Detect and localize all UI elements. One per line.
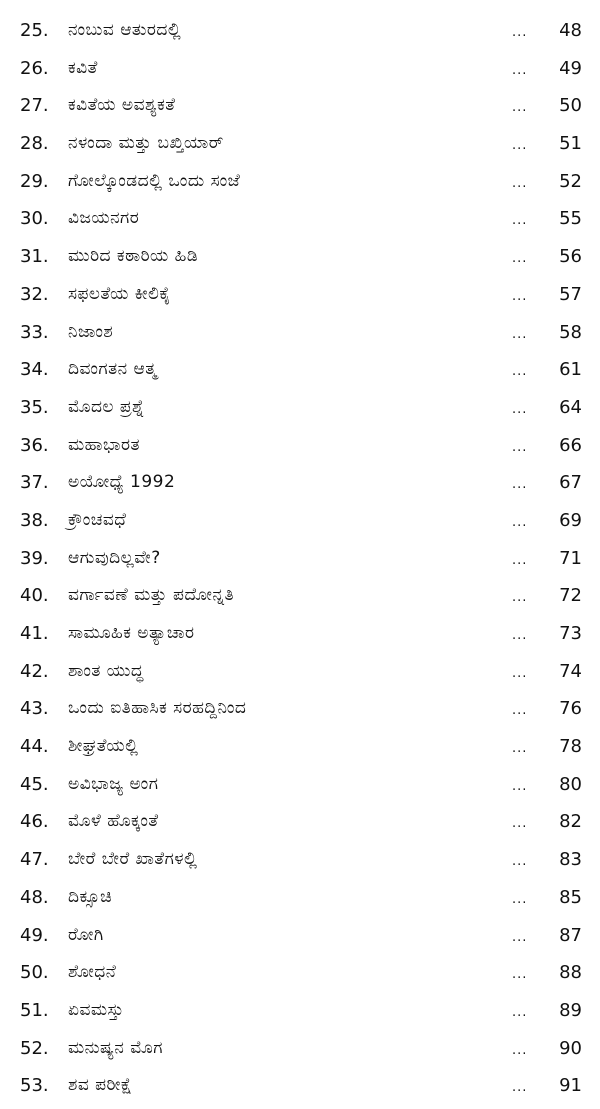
toc-entry-number: 32. (20, 283, 49, 305)
toc-entry-number: 28. (20, 133, 49, 155)
toc-entry (0, 1067, 600, 1105)
toc-entry-leader: ... (512, 326, 528, 342)
toc-entry-leader: ... (512, 929, 528, 945)
toc-entry-number: 33. (20, 321, 49, 343)
toc-entry-number: 43. (20, 698, 49, 720)
toc-entry-number: 45. (20, 773, 49, 795)
toc-entry-leader: ... (512, 213, 528, 229)
toc-entry-title: ಏವಮಸ್ತು (68, 999, 124, 1020)
toc-entry-number: 51. (20, 999, 49, 1021)
toc-entry-title: ವಿಜಯನಗರ (68, 208, 140, 229)
toc-entry (0, 917, 600, 955)
toc-entry-number: 34. (20, 359, 49, 381)
toc-entry-leader: ... (512, 251, 528, 267)
toc-entry-title: ನಳಂದಾ ಮತ್ತು ಬಖ್ತಿಯಾರ್ (68, 133, 224, 154)
toc-entry (0, 351, 600, 389)
toc-entry-page: 73 (559, 623, 582, 644)
toc-entry-page: 69 (559, 509, 582, 531)
toc-entry-leader: ... (512, 816, 528, 832)
toc-entry-leader: ... (512, 703, 528, 719)
toc-entry-title: ಮೊದಲ ಪ್ರಶ್ನೆ (68, 396, 145, 417)
toc-entry-leader: ... (512, 854, 528, 870)
toc-entry (0, 766, 600, 804)
toc-entry-page: 87 (559, 924, 582, 946)
toc-entry-leader: ... (512, 590, 528, 606)
toc-entry-leader: ... (512, 1004, 528, 1020)
toc-entry-title: ಕವಿತೆಯ ಅವಶ್ಯಕತೆ (68, 95, 176, 116)
toc-entry-page: 90 (559, 1037, 582, 1059)
toc-entry-page: 74 (559, 660, 582, 682)
toc-entry-title: ವರ್ಗಾವಣೆ ಮತ್ತು ಪದೋನ್ನತಿ (68, 585, 235, 606)
toc-entry-page: 50 (559, 95, 582, 117)
toc-entry (0, 163, 600, 201)
toc-entry (0, 653, 600, 691)
toc-entry-leader: ... (512, 477, 528, 493)
toc-entry-page: 91 (559, 1075, 582, 1097)
toc-entry-page: 83 (559, 849, 582, 871)
toc-entry (0, 728, 600, 766)
toc-entry-page: 82 (559, 811, 582, 833)
toc-entry-number: 40. (20, 585, 49, 607)
toc-entry-title: ಮಹಾಭಾರತ (68, 434, 141, 455)
toc-entry-page: 56 (559, 246, 582, 268)
toc-entry-title: ಶೋಧನೆ (68, 962, 117, 983)
toc-entry-page: 88 (559, 962, 582, 984)
toc-entry-page: 72 (559, 585, 582, 607)
toc-entry-leader: ... (512, 25, 528, 40)
toc-entry-title: ಅಯೋಧ್ಯೆ 1992 (68, 472, 176, 493)
toc-entry-title: ಶವ ಪರೀಕ್ಷೆ (68, 1075, 133, 1096)
toc-entry (0, 803, 600, 841)
toc-entry-number: 25. (20, 20, 49, 41)
toc-entry-number: 46. (20, 811, 49, 833)
toc-entry-leader: ... (512, 967, 528, 983)
toc-entry-number: 35. (20, 396, 49, 418)
toc-entry-title: ದಿವಂಗತನ ಆತ್ಮ (68, 359, 158, 380)
toc-entry-number: 47. (20, 849, 49, 871)
toc-entry-leader: ... (512, 401, 528, 417)
toc-entry-page: 76 (559, 698, 582, 720)
toc-entry-title: ಸಫಲತೆಯ ಕೀಲಿಕೈ (68, 283, 172, 304)
toc-entry (0, 540, 600, 578)
toc-entry-number: 30. (20, 208, 49, 230)
toc-entry-number: 39. (20, 547, 49, 569)
toc-entry (0, 841, 600, 879)
toc-entry (0, 276, 600, 314)
toc-entry-leader: ... (512, 364, 528, 380)
toc-entry-number: 37. (20, 472, 49, 494)
toc-entry-title: ಗೋಲ್ಕೊಂಡದಲ್ಲಿ ಒಂದು ಸಂಜೆ (68, 170, 241, 191)
toc-entry-page: 51 (559, 133, 582, 155)
toc-entry-page: 80 (559, 773, 582, 795)
toc-entry-number: 41. (20, 623, 49, 644)
toc-entry-page: 64 (559, 396, 582, 418)
toc-entry (0, 1030, 600, 1068)
toc-entry (0, 879, 600, 917)
toc-entry-number: 50. (20, 962, 49, 984)
toc-entry (0, 389, 600, 427)
toc-entry-leader: ... (512, 741, 528, 757)
toc-entry-page: 55 (559, 208, 582, 230)
toc-entry-leader: ... (512, 138, 528, 154)
toc-entry-page: 58 (559, 321, 582, 343)
toc-entry-title: ಮೊಳೆ ಹೊಕ್ಕಂತೆ (68, 811, 159, 832)
toc-entry-page: 85 (559, 886, 582, 908)
toc-entry (0, 502, 600, 540)
toc-entry-number: 53. (20, 1075, 49, 1097)
toc-entry (0, 125, 600, 163)
toc-entry-leader: ... (512, 891, 528, 907)
toc-entry-title: ದಿಕ್ಸೂಚಿ (68, 886, 113, 907)
toc-entry (0, 615, 600, 653)
toc-entry-leader: ... (512, 552, 528, 568)
toc-entry-page: 49 (559, 57, 582, 79)
toc-entry-number: 29. (20, 170, 49, 192)
toc-entry-leader: ... (512, 514, 528, 530)
toc-entry-title: ಅವಿಭಾಜ್ಯ ಅಂಗ (68, 773, 159, 794)
toc-entry (0, 50, 600, 88)
toc-entry-title: ಮನುಷ್ಯನ ಮೊಗ (68, 1037, 163, 1058)
toc-entry-leader: ... (512, 778, 528, 794)
toc-entry-number: 42. (20, 660, 49, 682)
toc-entry (0, 238, 600, 276)
toc-entry-title: ಬೇರೆ ಬೇರೆ ಖಾತೆಗಳಲ್ಲಿ (68, 849, 198, 870)
toc-entry-leader: ... (512, 100, 528, 116)
toc-entry-number: 48. (20, 886, 49, 908)
toc-entry-page: 66 (559, 434, 582, 456)
toc-entry (0, 954, 600, 992)
toc-entry-number: 27. (20, 95, 49, 117)
toc-entry-leader: ... (512, 1042, 528, 1058)
toc-entry-number: 49. (20, 924, 49, 946)
toc-entry-number: 26. (20, 57, 49, 79)
toc-entry-title: ಶೀಘ್ರತೆಯಲ್ಲಿ (68, 736, 139, 757)
toc-entry-title: ನಿಜಾಂಶ (68, 321, 114, 342)
toc-entry-page: 67 (559, 472, 582, 494)
toc-entry (0, 87, 600, 125)
toc-entry-title: ಮುರಿದ ಕಠಾರಿಯ ಹಿಡಿ (68, 246, 199, 267)
toc-entry-leader: ... (512, 1080, 528, 1096)
toc-entry (0, 427, 600, 465)
toc-entry-page: 78 (559, 736, 582, 758)
toc-entry-page: 61 (559, 359, 582, 381)
toc-entry-title: ಸಾಮೂಹಿಕ ಅತ್ಯಾಚಾರ (68, 623, 195, 643)
toc-entry-leader: ... (512, 439, 528, 455)
toc-entry-title: ಕ್ರೌಂಚವಧೆ (68, 509, 127, 530)
toc-entry (0, 690, 600, 728)
toc-entry-leader: ... (512, 175, 528, 191)
toc-entry-page: 48 (559, 20, 582, 41)
toc-entry-leader: ... (512, 665, 528, 681)
toc-entry-title: ಆಗುವುದಿಲ್ಲವೇ? (68, 547, 161, 568)
toc-entry-leader: ... (512, 62, 528, 78)
toc-entry (0, 464, 600, 502)
toc-entry-page: 71 (559, 547, 582, 569)
toc-entry-title: ಒಂದು ಐತಿಹಾಸಿಕ ಸರಹದ್ದಿನಿಂದ (68, 698, 247, 719)
toc-entry-title: ಕವಿತೆ (68, 57, 98, 78)
toc-entry-number: 44. (20, 736, 49, 758)
toc-entry-number: 31. (20, 246, 49, 268)
toc-entry (0, 992, 600, 1030)
toc-entry-title: ಶಾಂತ ಯುದ್ಧ (68, 660, 144, 681)
toc-entry-page: 89 (559, 999, 582, 1021)
toc-entry (0, 200, 600, 238)
toc-entry-title: ರೋಗಿ (68, 924, 104, 945)
toc-entry (0, 12, 600, 50)
toc-entry-leader: ... (512, 628, 528, 643)
toc-entry (0, 314, 600, 352)
table-of-contents (0, 12, 600, 1105)
toc-entry-title: ನಂಬುವ ಆತುರದಲ್ಲಿ (68, 20, 182, 40)
toc-entry-number: 52. (20, 1037, 49, 1059)
toc-entry-number: 36. (20, 434, 49, 456)
toc-entry (0, 577, 600, 615)
toc-entry-page: 57 (559, 283, 582, 305)
toc-entry-number: 38. (20, 509, 49, 531)
toc-entry-page: 52 (559, 170, 582, 192)
toc-entry-leader: ... (512, 288, 528, 304)
